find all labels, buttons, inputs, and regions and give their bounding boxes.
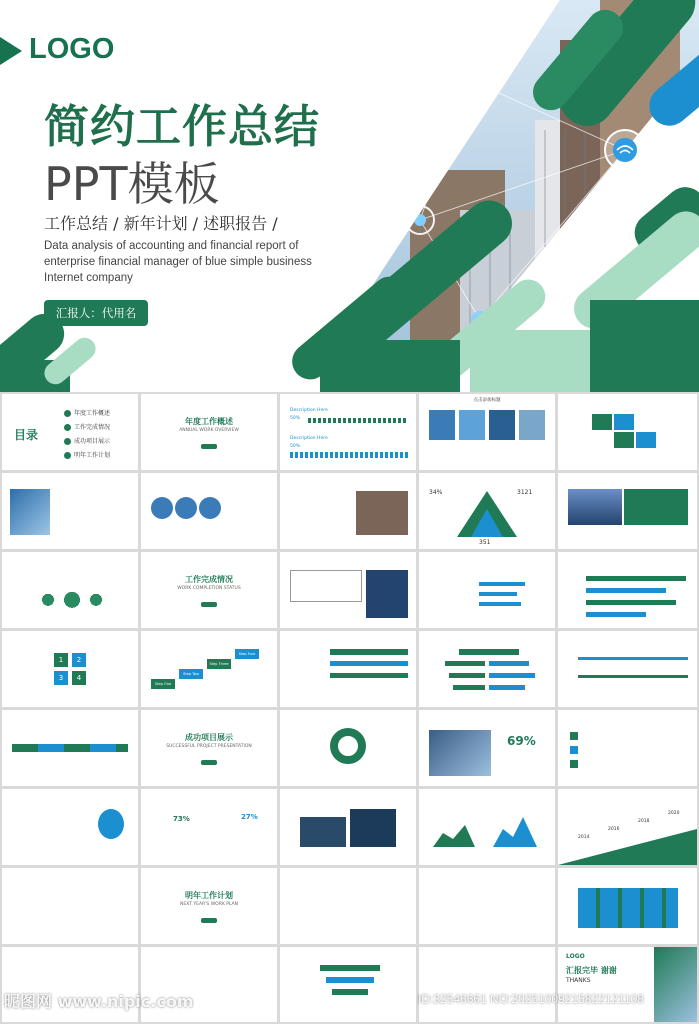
timeline-wedge xyxy=(558,789,697,865)
section-title: 工作完成情况 xyxy=(185,575,233,584)
tile-1: 1 xyxy=(54,653,68,667)
slide-thumb-section-1[interactable] xyxy=(141,394,277,470)
desc-label: Description Here xyxy=(290,408,328,413)
section-title: 年度工作概述 xyxy=(185,417,233,426)
reporter-badge: 汇报人：代用名 xyxy=(44,300,148,326)
slide-thumb-arrows-down[interactable] xyxy=(2,868,138,944)
cover-tagline: 工作总结 / 新年计划 / 述职报告 / xyxy=(44,214,278,233)
stat-351: 351 xyxy=(479,539,491,546)
slide-thumb-hbar-chart[interactable] xyxy=(419,631,555,707)
stat-69: 69% xyxy=(507,734,536,748)
slide-thumb-section-3[interactable] xyxy=(141,710,277,786)
slide-thumb-people-chart[interactable] xyxy=(280,394,416,470)
slide-thumb-city[interactable] xyxy=(558,473,697,549)
slide-heading: 点击添加标题 xyxy=(473,398,501,403)
slide-thumb-circles[interactable] xyxy=(280,868,416,944)
slide-thumb-progress-bars[interactable] xyxy=(558,552,697,628)
slide-thumb-funnel[interactable] xyxy=(280,947,416,1022)
toc-item: 明年工作计划 xyxy=(64,450,110,459)
section-subtitle: WORK COMPLETION STATUS xyxy=(177,586,241,591)
slide-thumb-city-photos[interactable] xyxy=(280,789,416,865)
slide-thumb-ring[interactable] xyxy=(280,710,416,786)
year: 2020 xyxy=(668,811,680,816)
slide-thumb-section-4[interactable] xyxy=(141,868,277,944)
cover-description xyxy=(44,238,334,286)
stat-73: 73% xyxy=(173,815,190,823)
toc-item: 年度工作概述 xyxy=(64,408,110,417)
thanks-logo: LOGO xyxy=(566,953,585,960)
slide-thumb-frame[interactable] xyxy=(280,552,416,628)
slide-thumb-bulb[interactable] xyxy=(2,789,138,865)
description-line: Data analysis of accounting and financial report of xyxy=(44,240,299,252)
slide-thumb-tree[interactable] xyxy=(419,868,555,944)
cover-title: 简约工作总结 xyxy=(44,100,321,153)
slide-thumb-area-chart[interactable] xyxy=(419,789,555,865)
slide-thumb-grid-boxes[interactable] xyxy=(558,394,697,470)
description-line: Internet company xyxy=(44,272,133,284)
slide-thumb-team[interactable] xyxy=(2,552,138,628)
slide-thumb-table[interactable] xyxy=(280,631,416,707)
desc-label: Description Here xyxy=(290,436,328,441)
thanks-title: 汇报完毕 谢谢 xyxy=(566,966,617,975)
slide-thumbnail-grid xyxy=(0,392,699,1024)
slide-thumb-69-percent[interactable] xyxy=(419,710,555,786)
year: 2014 xyxy=(578,835,590,840)
slide-thumb-hexagons[interactable] xyxy=(558,868,697,944)
cover-subtitle: PPT模板 xyxy=(44,157,220,211)
watermark-left: 昵图网 www.nipic.com xyxy=(4,992,194,1011)
description-line: enterprise financial manager of blue simple business xyxy=(44,256,312,268)
percent-label: 50% xyxy=(290,444,301,449)
slide-thumb-toc[interactable] xyxy=(2,394,138,470)
slide-thumb-thumbs[interactable] xyxy=(141,789,277,865)
tile-4: 4 xyxy=(72,671,86,685)
slide-thumb-icons-2[interactable] xyxy=(419,947,555,1022)
year: 2016 xyxy=(608,827,620,832)
tile-2: 2 xyxy=(72,653,86,667)
slide-thumb-user-progress[interactable] xyxy=(558,631,697,707)
logo-arrow-icon xyxy=(0,37,22,65)
percent-label: 50% xyxy=(290,416,301,421)
stat-27: 27% xyxy=(241,813,258,821)
tile-3: 3 xyxy=(54,671,68,685)
slide-thumb-section-2[interactable] xyxy=(141,552,277,628)
slide-thumb-hand-image[interactable] xyxy=(2,473,138,549)
step-label: Step Two xyxy=(179,669,203,679)
year: 2018 xyxy=(638,819,650,824)
thanks-subtitle: THANKS xyxy=(566,977,591,984)
section-title: 明年工作计划 xyxy=(185,891,233,900)
step-label: Step One xyxy=(151,679,175,689)
stat-3121: 3121 xyxy=(517,489,533,496)
section-title: 成功项目展示 xyxy=(185,733,233,742)
stat-34: 34% xyxy=(429,489,443,496)
logo: LOGO xyxy=(29,33,115,65)
slide-thumb-arrows[interactable] xyxy=(2,710,138,786)
slide-thumb-bars-list[interactable] xyxy=(419,552,555,628)
slide-thumb-building-list[interactable] xyxy=(280,473,416,549)
slide-thumb-photos-4[interactable] xyxy=(419,394,555,470)
section-subtitle: NEXT YEAR'S WORK PLAN xyxy=(180,902,238,907)
toc-title: 目录 xyxy=(14,428,39,442)
toc-item: 工作完成情况 xyxy=(64,422,110,431)
step-label: Step Four xyxy=(235,649,259,659)
section-subtitle: ANNUAL WORK OVERVIEW xyxy=(179,428,239,433)
step-label: Step Three xyxy=(207,659,231,669)
section-subtitle: SUCCESSFUL PROJECT PRESENTATION xyxy=(166,744,252,749)
slide-thumb-numbered-tiles[interactable] xyxy=(2,631,138,707)
slide-thumb-steps[interactable] xyxy=(141,631,277,707)
cover-slide xyxy=(0,0,699,392)
slide-thumb-plant[interactable] xyxy=(558,710,697,786)
toc-item: 成功项目展示 xyxy=(64,436,110,445)
slide-thumb-three-photos[interactable] xyxy=(141,473,277,549)
slide-thumb-pyramid[interactable] xyxy=(419,473,555,549)
watermark-right: ID:32546661 NO:20251009215822121108 xyxy=(418,992,644,1006)
pyramid-graphic xyxy=(419,473,555,549)
area-chart xyxy=(419,789,555,865)
slide-thumb-thanks[interactable] xyxy=(558,947,697,1022)
slide-thumb-timeline[interactable] xyxy=(558,789,697,865)
